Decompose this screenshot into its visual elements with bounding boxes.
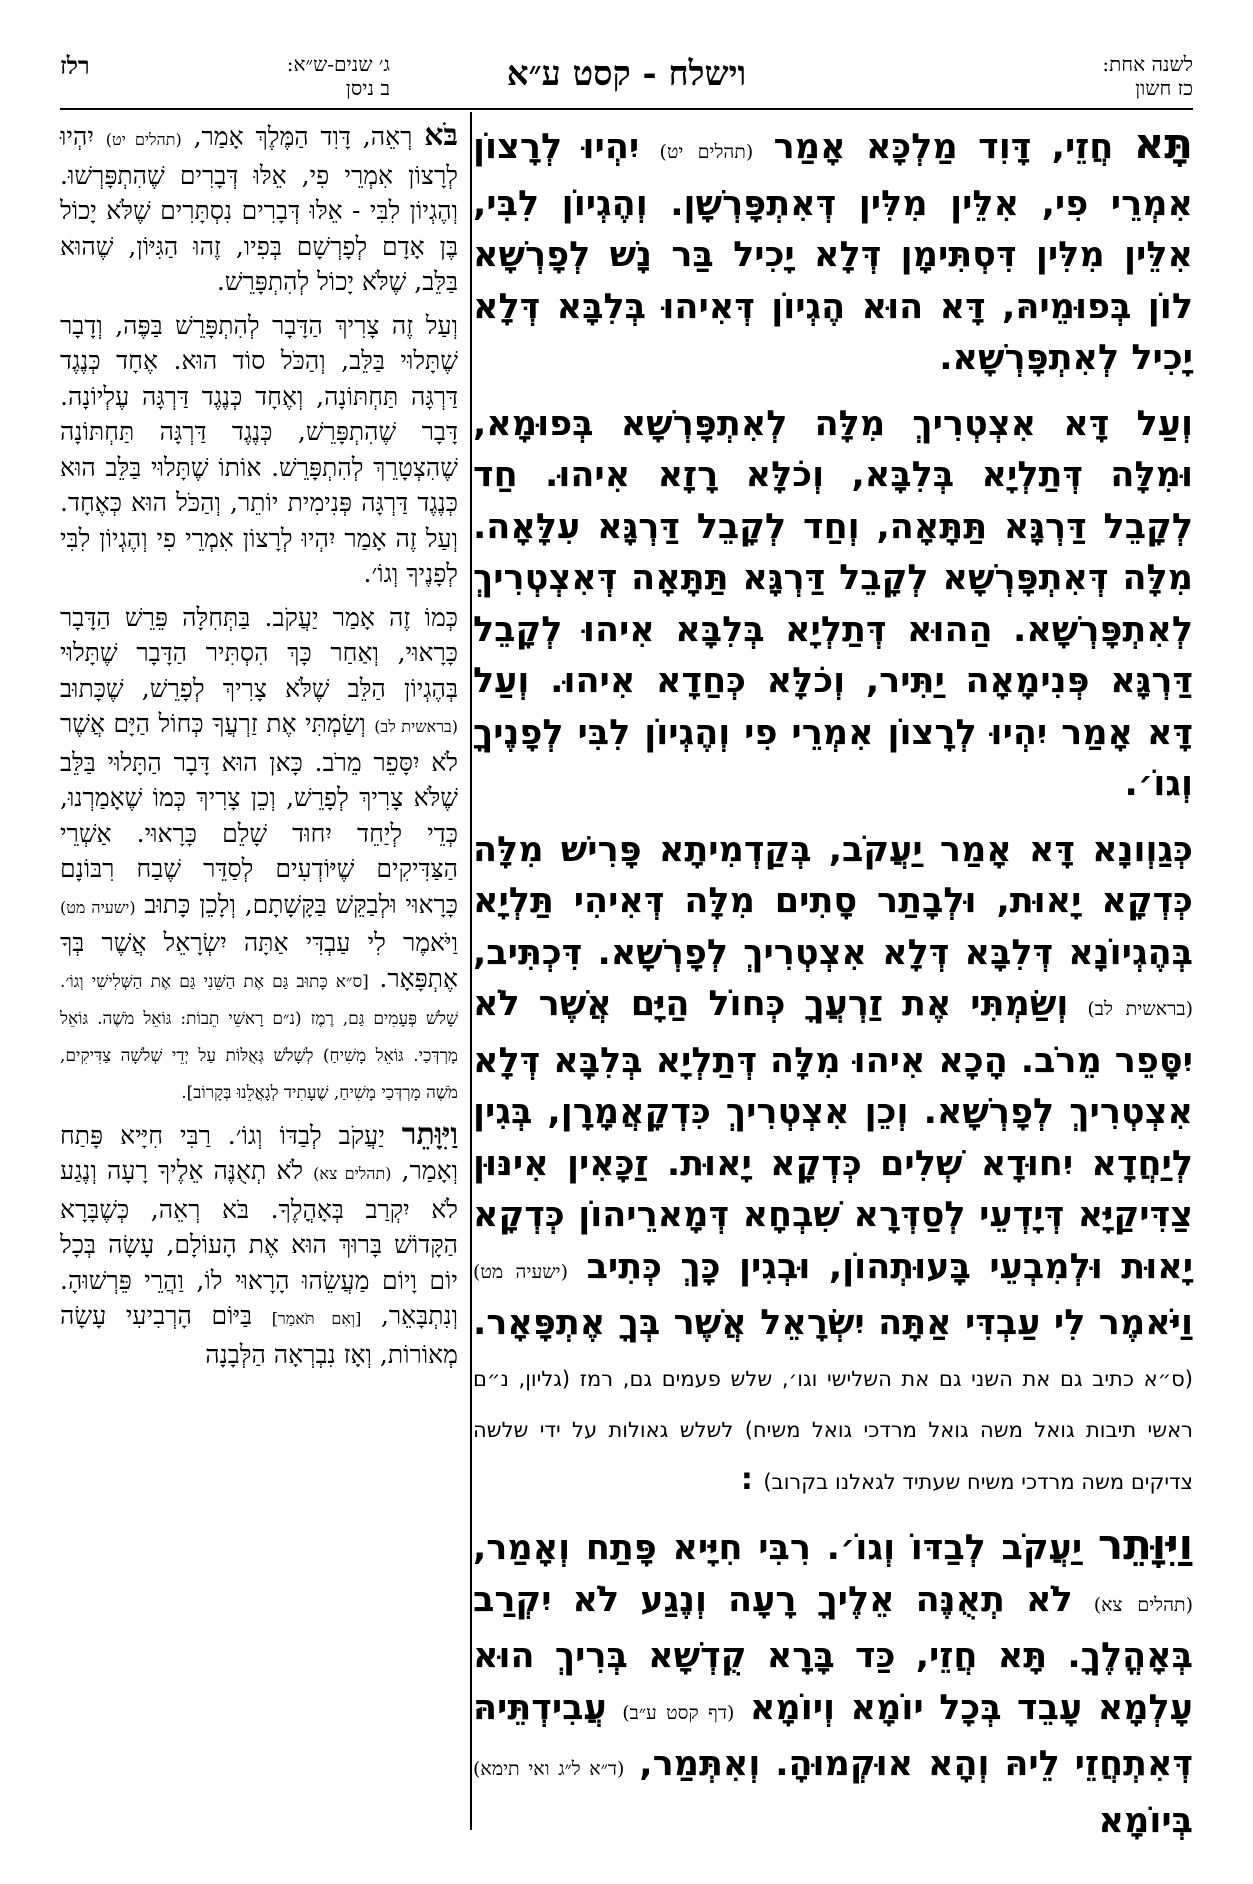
translation-paragraph-1: בֹּא רְאֵה, דָּוִד הַמֶּלֶךְ אָמַר, (תהלים יט) יִהְיוּ לְרָצוֹן אִמְרֵי פִי, אֵלּוּ דְּבָרִים שֶׁהִתְפָּרְשׁוּ. וְהֶגְיוֹן לִבִּי - אֵלּוּ דְּבָרִים נִסְתָּרִים שֶׁלֹּא יָכוֹל בֶּן אָדָם לְפָרְשָׁם בְּפִיו, זֶהוּ הַגִּיּוֹן, שֶׁהוּא בַּלֵּב, שֶׁלֹּא יָכוֹל לְהִתְפָּרֵשׁ. <box>60 118 458 296</box>
variant-reading-note: (ד״א ל״ג ואי תימא) <box>473 1758 625 1780</box>
main-paragraph-4: וַיִּוָּתֵר יַעֲקֹב לְבַדּוֹ וְגוֹ׳. רִבִּי חִיָּיא פָּתַח וְאָמַר, (תהלים צא) לֹא תְאֻנֶּה אֵלֶיךָ רָעָה וְנֶגַע לֹא יִקְרַב בְּאָהֳלֶךָ. תָּא חֲזֵי, כַּד בָּרָא קֻדְשָׁא בְּרִיךְ הוּא עָלְמָא עָבֵד בְּכָל יוֹמָא וְיוֹמָא (דף קסט ע״ב) עֲבִידְתֵּיהּ דְּאִתְחֲזֵי לֵיהּ וְהָא אוּקְמוּהָ. וְאִתְּמַר, (ד״א ל״ג ואי תימא) בְּיוֹמָא <box>473 1520 1194 1841</box>
one-year-cycle-label: לשנה אחת: <box>1102 52 1193 76</box>
page-header <box>60 52 1193 104</box>
page-title: וישלח - קסט ע״א <box>506 54 747 94</box>
folio-reference: (דף קסט ע״ב) <box>622 1701 735 1724</box>
three-year-cycle-label: ג׳ שנים-ש״א: <box>286 52 390 76</box>
scripture-reference: (ישעיה מט) <box>60 897 136 917</box>
aramaic-text-column <box>473 118 1193 1861</box>
scripture-reference: (בראשית לב) <box>1087 998 1193 1020</box>
main-paragraph-2: וְעַל דָּא אִצְטְרִיךְ מִלָּה לְאִתְפָּרְשָׁא בְּפוּמָא, וּמִלָּה דְּתַלְיָא בְּלִבָּא, וְכֹלָּא רָזָא אִיהוּ. חַד לְקָבֵל דַּרְגָּא תַּתָּאָה, וְחַד לְקָבֵל דַּרְגָּא עִלָּאָה. מִלָּה דְּאִתְפָּרְשָׁא לְקָבֵל דַּרְגָּא תַּתָּאָה דְּאִצְטְרִיךְ לְאִתְפָּרְשָׁא. הַהוּא דְּתַלְיָא בְּלִבָּא אִיהוּ לְקָבֵל דַּרְגָּא פְּנִימָאָה יַתִּיר, וְכֹלָּא כְּחַדָא אִיהוּ. וְעַל דָּא אָמַר יִהְיוּ לְרָצוֹן אִמְרֵי פִי וְהֶגְיוֹן לִבִּי לְפָנֶיךָ וְגוֹ׳. <box>473 403 1193 804</box>
translation-paragraph-3: כְּמוֹ זֶה אָמַר יַעֲקֹב. בַּתְּחִלָּה פֵּרֵשׁ הַדָּבָר כָּרָאוּי, וְאַחַר כָּךְ הִסְתִּיר הַדָּבָר שֶׁתָּלוּי בְּהֶגְיוֹן הַלֵּב שֶׁלֹּא צָרִיךְ לְפָרֵשׁ, שֶׁכָּתוּב (בראשית לב) וְשַׂמְתִּי אֶת זַרְעֲךָ כְּחוֹל הַיָּם אֲשֶׁר לֹא יִסָּפֵר מֵרֹב. כָּאן הוּא דָּבָר הַתָּלוּי בַּלֵּב שֶׁלֹּא צָרִיךְ לְפָרֵשׁ, וְכֵן צָרִיךְ כְּמוֹ שֶׁאָמַרְנוּ, כְּדֵי לְיַחֵד יִחוּד שָׁלֵם כָּרָאוּי. אַשְׁרֵי הַצַּדִּיקִים שֶׁיּוֹדְעִים לְסַדֵּר שֶׁבַח רִבּוֹנָם כָּרָאוּי וּלְבַקֵּשׁ בַּקָּשָׁתָם, וְלָכֵן כָּתוּב (ישעיה מט) וַיֹּאמֶר לִי עַבְדִּי אַתָּה יִשְׂרָאֵל אֲשֶׁר בְּךָ אֶתְפָּאָר. [ס״א כָּתוּב גַּם אֶת הַשֵּׁנִי גַּם אֶת הַשְּׁלִישִׁי וְגוֹ׳. שָׁלֹשׁ פְּעָמִים גַּם, רֶמֶז (נ״ם רָאשֵׁי תֵבוֹת: גּוֹאֵל מֹשֶׁה. גּוֹאֵל מָרְדְּכַי. גּוֹאֵל מָשִׁיחַ) לְשָׁלֹשׁ גְּאֻלּוֹת עַל יְדֵי שְׁלֹשָׁה צַדִּיקִים, מֹשֶׁה מָרְדְּכַי מָשִׁיחַ, שֶׁעָתִיד לְגָאֳלֵנוּ בְּקָרוֹב]. <box>60 602 458 1103</box>
three-year-cycle-info <box>287 52 390 100</box>
variant-reading-note: [וְאִם תֹּאמַר] <box>271 1309 362 1328</box>
paragraph-lead-word: וַיִּוָּתֵר <box>401 1116 458 1152</box>
scripture-reference: (תהלים צא) <box>313 1164 392 1183</box>
translation-paragraph-2: וְעַל זֶה צָרִיךְ הַדָּבָר לְהִתְפָּרֵשׁ בַּפֶּה, וְדָבָר שֶׁתָּלוּי בַּלֵּב, וְהַכֹּל סוֹד הוּא. אֶחָד כְּנֶגֶד דַּרְגָּה תַּחְתּוֹנָה, וְאֶחָד כְּנֶגֶד דַּרְגָּה עֶלְיוֹנָה. דָּבָר שֶׁהִתְפָּרֵשׁ, כְּנֶגֶד דַּרְגָּה תַּחְתּוֹנָה שֶׁהִצְטָרֵךְ לְהִתְפָּרֵשׁ. אוֹתוֹ שֶׁתָּלוּי בַּלֵּב הוּא כְּנֶגֶד דַּרְגָּה פְּנִימִית יוֹתֵר, וְהַכֹּל הוּא כְּאֶחָד. וְעַל זֶה אָמַר יִהְיוּ לְרָצוֹן אִמְרֵי פִי וְהֶגְיוֹן לִבִּי לְפָנֶיךָ וְגוֹ׳. <box>60 310 458 588</box>
scripture-reference: (בראשית לב) <box>374 717 458 736</box>
main-paragraph-3: כְּגַוְונָא דָּא אָמַר יַעֲקֹב, בְּקַדְמִיתָא פָּרִישׁ מִלָּה כְּדְקָא יָאוּת, וּלְבָתַר סָתִים מִלָּה דְּאִיהִי תַּלְיָא בְּהֶגְיוֹנָא דְּלִבָּא דְּלָא אִצְטְרִיךְ לְפָרְשָׁא. דִּכְתִּיב, (בראשית לב) וְשַׂמְתִּי אֶת זַרְעֲךָ כְּחוֹל הַיָּם אֲשֶׁר לֹא יִסָּפֵר מֵרֹב. הָכָא אִיהוּ מִלָּה דְּתַלְיָא בְּלִבָּא דְּלָא אִצְטְרִיךְ לְפָרְשָׁא. וְכֵן אִצְטְרִיךְ כִּדְקָאֲמָרָן, בְּגִין לְיַחֲדָא יִחוּדָא שְׁלִים כְּדְקָא יָאוּת. זַכָּאִין אִינּוּן צַדִּיקַיָּא דְּיָדְעֵי לְסַדְּרָא שִׁבְחָא דְּמָארֵיהוֹן כְּדְקָא יָאוּת וּלְמִבְעֵי בָּעוּתְהוֹן, וּבְגִין כָּךְ כְּתִיב (ישעיה מט) וַיֹּאמֶר לִי עַבְדִּי אַתָּה יִשְׂרָאֵל אֲשֶׁר בְּךָ אֶתְפָּאָר. (ס״א כתיב גם את השני גם את השלישי וגו׳, שלש פעמים גם, רמז (גליון, נ״ם ראשי תיבות גואל משה גואל מרדכי גואל משיח) לשלש גאולות על ידי שלשה צדיקים משה מרדכי משיח שעתיד לגאלנו בקרוב) : <box>473 829 1194 1497</box>
variant-reading-note: (ס״א כתיב גם את השני גם את השלישי וגו׳, שלש פעמים גם, רמז (גליון, נ״ם ראשי תיבות גואל משה גואל מרדכי גואל משיח) לשלש גאולות על ידי שלשה צדיקים משה מרדכי משיח שעתיד לגאלנו בקרוב) <box>473 1366 1193 1494</box>
three-year-cycle-date: ב ניסן <box>345 76 390 100</box>
translation-paragraph-4: וַיִּוָּתֵר יַעֲקֹב לְבַדּוֹ וְגוֹ׳. רַבִּי חִיָּיא פָּתַח וְאָמַר, (תהלים צא) לֹא תְאֻנֶּה אֵלֶיךָ רָעָה וְנֶגַע לֹא יִקְרַב בְּאָהֳלֶךָ. בֹּא רְאֵה, כְּשֶׁבָּרָא הַקָּדוֹשׁ בָּרוּךְ הוּא אֶת הָעוֹלָם, עָשָׂה בְּכָל יוֹם וָיוֹם מַעֲשֵׂהוּ הָרָאוּי לוֹ, וַהֲרֵי פֵּרְשׁוּהָ. וְנִתְבָּאֵר, [וְאִם תֹּאמַר] בַּיּוֹם הָרְבִיעִי עָשָׂה מְאוֹרוֹת, וְאָז נִבְרְאָה הַלְּבָנָה <box>60 1116 459 1369</box>
hebrew-translation-column <box>60 118 458 1380</box>
variant-reading-note: [ס״א כָּתוּב גַּם אֶת הַשֵּׁנִי גַּם אֶת הַשְּׁלִישִׁי וְגוֹ׳. שָׁלֹשׁ פְּעָמִים גַּם, רֶמֶז (נ״ם רָאשֵׁי תֵבוֹת: גּוֹאֵל מֹשֶׁה. גּוֹאֵל מָרְדְּכַי. גּוֹאֵל מָשִׁיחַ) לְשָׁלֹשׁ גְּאֻלּוֹת עַל יְדֵי שְׁלֹשָׁה צַדִּיקִים, מֹשֶׁה מָרְדְּכַי מָשִׁיחַ, שֶׁעָתִיד לְגָאֳלֵנוּ בְּקָרוֹב]. <box>60 971 458 1103</box>
header-divider <box>60 108 1193 110</box>
scripture-reference: (תהלים יט) <box>659 141 754 163</box>
page-number: רלז <box>60 51 90 80</box>
scripture-reference: (ישעיה מט) <box>473 1260 569 1283</box>
one-year-cycle-date: כז חשון <box>1135 76 1193 100</box>
column-divider <box>470 112 472 1830</box>
paragraph-lead-word: וַיִּוָּתֵר <box>1097 1520 1193 1569</box>
scripture-reference: (תהלים יט) <box>105 130 182 149</box>
paragraph-lead-word: תָּא <box>1133 119 1193 168</box>
scripture-reference: (תהלים צא) <box>1093 1593 1193 1616</box>
main-paragraph-1: תָּא חֲזֵי, דָּוִד מַלְכָּא אָמַר (תהלים יט) יִהְיוּ לְרָצוֹן אִמְרֵי פִי, אִלֵּין מִלִּין דְּאִתְפָּרְשָׁן. וְהֶגְיוֹן לִבִּי, אִלֵּין מִלִּין דִּסְתִּימָן דְּלָא יָכִיל בַּר נָשׁ לְפָרְשָׁא לוֹן בְּפוּמֵיהּ, דָּא הוּא הֶגְיוֹן דְּאִיהוּ בְּלִבָּא דְּלָא יָכִיל לְאִתְפָּרְשָׁא. <box>473 119 1193 378</box>
paragraph-lead-word: בֹּא <box>424 118 458 153</box>
